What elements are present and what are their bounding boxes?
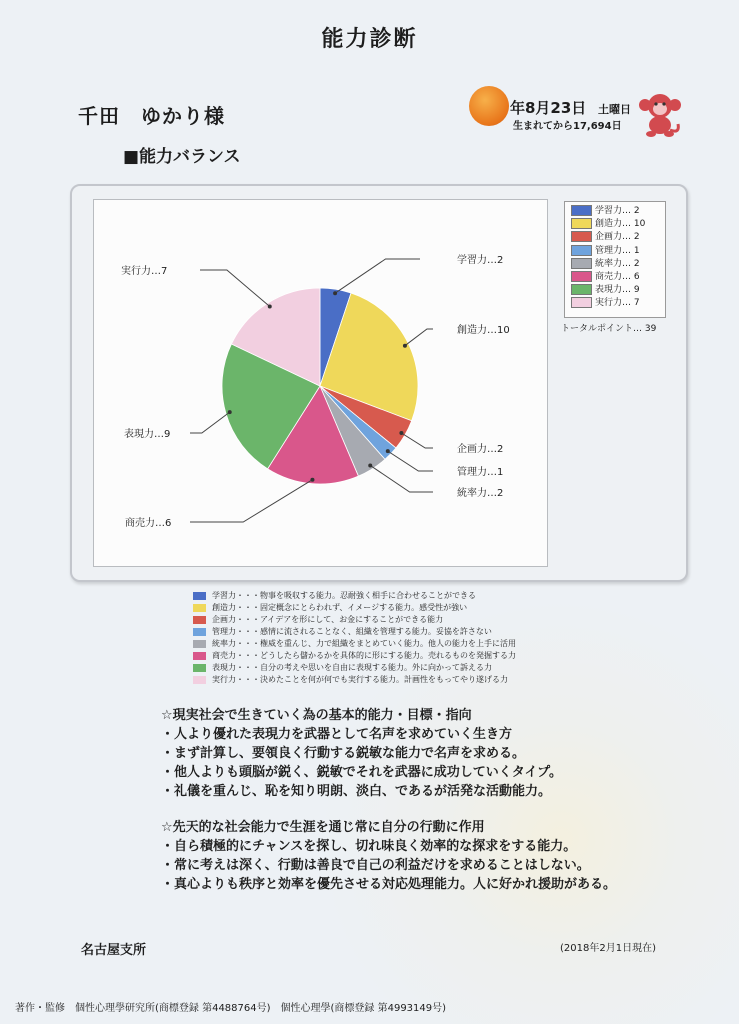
slice-label: 実行力…7: [121, 266, 168, 277]
as-of-date: (2018年2月1日現在): [560, 943, 656, 954]
slice-label: 企画力…2: [457, 444, 504, 455]
copyright-credit: 著作・監修 個性心理學研究所(商標登録 第4488764号) 個性心理學(商標登録 第4993149号): [15, 1003, 447, 1014]
leader-line: [405, 329, 433, 346]
legend-swatch: [571, 258, 592, 269]
legend-swatch: [571, 231, 592, 242]
ability-description: [193, 674, 516, 686]
description-text: 管理力・・・感情に流されることなく、組織を管理する能力。妥協を許さない: [212, 627, 492, 636]
description-swatch: [193, 604, 206, 612]
leader-line: [401, 433, 433, 448]
leader-arrowhead: [310, 478, 314, 482]
ability-description: [193, 650, 516, 662]
person-name: 千田 ゆかり様: [78, 104, 225, 128]
leader-arrowhead: [386, 449, 390, 453]
description-swatch: [193, 652, 206, 660]
ability-description: [193, 590, 516, 602]
slice-label: 表現力…9: [124, 429, 171, 440]
branch-name: 名古屋支所: [81, 943, 147, 958]
leader-line: [200, 270, 270, 307]
leader-line: [388, 451, 433, 471]
legend-swatch: [571, 271, 592, 282]
slice-label: 管理力…1: [457, 467, 504, 478]
section-heading: ■能力バランス: [123, 147, 241, 167]
basic-ability-block: [161, 706, 562, 801]
slice-label: 統率力…2: [457, 488, 504, 499]
description-text: 表現力・・・自分の考えや思いを自由に表現する能力。外に向かって訴える力: [212, 663, 492, 672]
legend-label: 学習力… 2: [595, 206, 640, 216]
leader-arrowhead: [333, 291, 337, 295]
leader-arrowhead: [403, 344, 407, 348]
ability-description: [193, 662, 516, 674]
description-swatch: [193, 676, 206, 684]
legend-item: [571, 205, 640, 218]
legend-label: 管理力… 1: [595, 245, 640, 256]
innate-ability-line: ・常に考えは深く、行動は善良で自己の利益だけを求めることはしない。: [161, 858, 590, 873]
leader-line: [370, 465, 433, 492]
legend-label: 商売力… 6: [595, 272, 640, 282]
legend-swatch: [571, 284, 592, 295]
ability-description: [193, 614, 516, 626]
leader-arrowhead: [368, 463, 372, 467]
birth-weekday: 土曜日: [598, 103, 631, 116]
innate-ability-block: [161, 818, 616, 894]
legend-item: [571, 284, 640, 297]
description-text: 商売力・・・どうしたら儲かるかを具体的に形にする能力。売れるものを発掘する力: [212, 651, 516, 660]
leader-line: [335, 259, 420, 293]
innate-ability-line: ・真心よりも秩序と効率を優先させる対応処理能力。人に好かれ援助がある。: [161, 877, 617, 892]
description-swatch: [193, 640, 206, 648]
basic-ability-line: ・礼儀を重んじ、恥を知り明朗、淡白、であるが活発な活動能力。: [161, 784, 552, 799]
legend-item: [571, 231, 640, 244]
ability-description: [193, 602, 516, 614]
leader-arrowhead: [268, 305, 272, 309]
basic-ability-heading: ☆現実社会で生きていく為の基本的能力・目標・指向: [161, 708, 472, 723]
description-swatch: [193, 616, 206, 624]
legend-label: 創造力… 10: [595, 219, 646, 230]
legend-label: 企画力… 2: [595, 232, 640, 243]
slice-label: 商売力…6: [125, 518, 172, 529]
basic-ability-line: ・人より優れた表現力を武器として名声を求めていく生き方: [161, 727, 513, 742]
leader-arrowhead: [399, 431, 403, 435]
description-text: 実行力・・・決めたことを何が何でも実行する能力。計画性をもってやり遂げる力: [212, 675, 508, 684]
leader-line: [190, 412, 230, 433]
slice-label: 学習力…2: [457, 255, 504, 266]
legend-swatch: [571, 245, 592, 256]
basic-ability-line: ・他人よりも頭脳が鋭く、鋭敏でそれを武器に成功していくタイプ。: [161, 765, 563, 780]
ability-description: [193, 626, 516, 638]
legend-item: [571, 258, 640, 271]
description-text: 企画力・・・アイデアを形にして、お金にすることができる能力: [212, 615, 444, 624]
leader-arrowhead: [228, 410, 232, 414]
legend-label: 表現力… 9: [595, 285, 640, 296]
legend-item: [571, 271, 640, 284]
legend-swatch: [571, 218, 592, 229]
legend-label: 実行力… 7: [595, 298, 640, 309]
description-swatch: [193, 664, 206, 672]
innate-ability-heading: ☆先天的な社会能力で生涯を通じ常に自分の行動に作用: [161, 820, 485, 835]
legend-item: [571, 218, 645, 231]
legend-label: 統率力… 2: [595, 258, 640, 269]
description-swatch: [193, 628, 206, 636]
total-points: トータルポイント… 39: [561, 324, 657, 334]
legend-item: [571, 245, 640, 258]
page-title: 能力診断: [321, 27, 418, 52]
birth-date: 年8月23日: [510, 99, 587, 117]
days-since-birth: 生まれてから17,694日: [513, 121, 622, 132]
innate-ability-line: ・自ら積極的にチャンスを探し、切れ味良く効率的な探求をする能力。: [161, 839, 577, 854]
description-text: 学習力・・・物事を吸収する能力。忍耐強く相手に合わせることができる: [212, 591, 476, 600]
legend-swatch: [571, 205, 592, 216]
description-text: 統率力・・・権威を重んじ、力で組織をまとめていく能力。他人の能力を上手に活用: [212, 639, 516, 648]
legend-swatch: [571, 297, 592, 308]
basic-ability-line: ・まず計算し、要領良く行動する鋭敏な能力で名声を求める。: [161, 746, 526, 761]
description-text: 創造力・・・固定概念にとらわれず、イメージする能力。感受性が強い: [212, 603, 468, 612]
slice-label: 創造力…10: [457, 325, 510, 336]
chart-legend: [564, 201, 666, 318]
description-swatch: [193, 592, 206, 600]
leader-line: [190, 480, 312, 522]
legend-item: [571, 297, 640, 310]
ability-description: [193, 638, 516, 650]
ability-description-list: [193, 590, 516, 686]
